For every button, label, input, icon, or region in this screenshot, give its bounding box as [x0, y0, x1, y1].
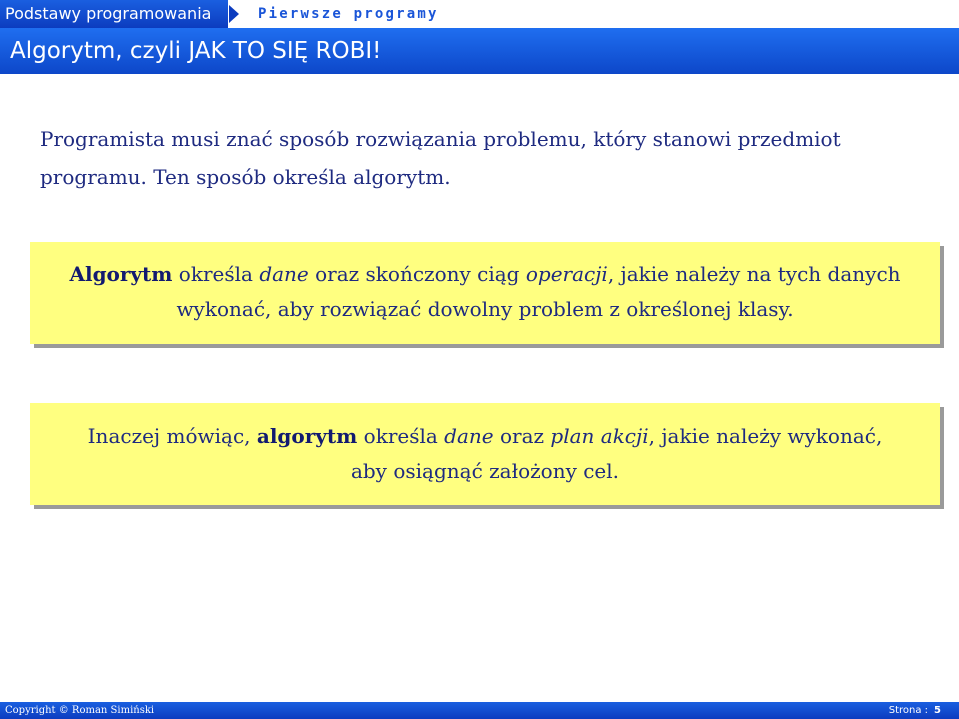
- text-span: oraz: [493, 424, 551, 448]
- text-span: , jakie należy na tych danych: [607, 262, 901, 286]
- breadcrumb[interactable]: Podstawy programowania: [0, 0, 228, 28]
- term-plan-akcji: plan akcji: [550, 424, 649, 448]
- definition-2-line-1: [30, 419, 940, 454]
- definition-1-line-1: [30, 257, 940, 292]
- footer-bar: [0, 702, 959, 719]
- term-algorytm: algorytm: [256, 424, 358, 448]
- text-span: określa: [172, 262, 260, 286]
- copyright: Copyright © Roman Simiński: [5, 705, 155, 716]
- term-dane: dane: [444, 424, 494, 448]
- text-span: , jakie należy wykonać,: [648, 424, 883, 448]
- page-label: Strona :: [888, 705, 929, 716]
- text-span: oraz skończony ciąg: [308, 262, 526, 286]
- definition-box-2: [30, 403, 940, 505]
- breadcrumb-arrow-icon: [229, 5, 239, 23]
- term-dane: dane: [259, 262, 309, 286]
- section-title: Pierwsze programy: [258, 6, 439, 22]
- definition-1-line-2: wykonać, aby rozwiązać dowolny problem z określonej klasy.: [176, 297, 794, 321]
- definition-2-line-2: aby osiągnąć założony cel.: [350, 459, 620, 483]
- intro-line-1: Programista musi znać sposób rozwiązania problemu, który stanowi przedmiot: [40, 127, 841, 151]
- text-span: określa: [357, 424, 445, 448]
- term-algorytm: Algorytm: [69, 262, 173, 286]
- top-bar: [0, 0, 959, 28]
- slide-title: Algorytm, czyli JAK TO SIĘ ROBI!: [10, 38, 382, 64]
- definition-box-1: [30, 242, 940, 344]
- intro-paragraph: [40, 120, 920, 196]
- title-bar: [0, 28, 959, 74]
- intro-line-2: programu. Ten sposób określa algorytm.: [40, 165, 451, 189]
- page-indicator: [889, 702, 941, 719]
- term-operacji: operacji: [525, 262, 608, 286]
- page-number: 5: [934, 705, 941, 716]
- text-span: Inaczej mówiąc,: [87, 424, 257, 448]
